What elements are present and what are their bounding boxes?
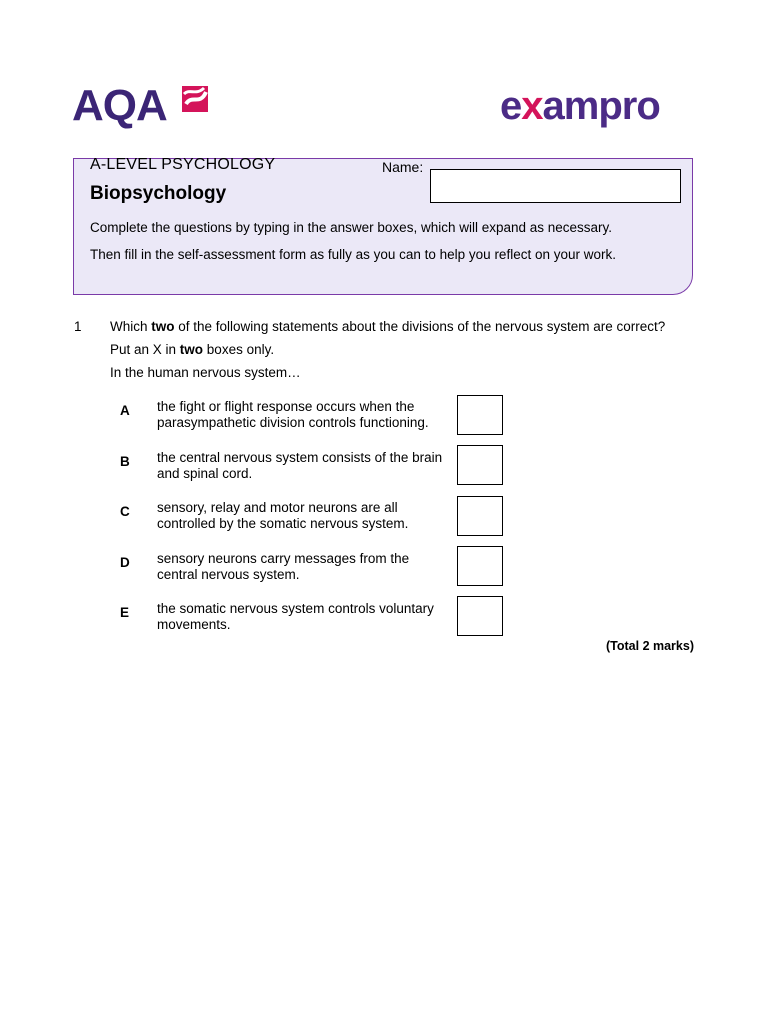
option-e-text: the somatic nervous system controls voluntary movements. bbox=[157, 601, 434, 632]
aqa-logo bbox=[72, 81, 212, 134]
name-input[interactable] bbox=[430, 169, 681, 203]
option-a-text: the fight or flight response occurs when the parasympathetic division controls functioning. bbox=[157, 399, 429, 430]
page-title: Biopsychology bbox=[90, 183, 227, 204]
option-a-checkbox[interactable] bbox=[457, 395, 503, 435]
option-d-checkbox[interactable] bbox=[457, 546, 503, 586]
exampro-logo bbox=[500, 86, 700, 134]
option-c-checkbox[interactable] bbox=[457, 496, 503, 536]
option-d-letter: D bbox=[120, 555, 130, 570]
option-e-letter: E bbox=[120, 605, 130, 620]
subject-label: A-LEVEL PSYCHOLOGY bbox=[90, 156, 276, 173]
option-d-text: sensory neurons carry messages from the central nervous system. bbox=[157, 551, 410, 582]
question-instruction: Put an X in two boxes only. bbox=[110, 342, 275, 357]
option-c-text: sensory, relay and motor neurons are all controlled by the somatic nervous system. bbox=[157, 500, 409, 531]
instruction-text-1: Complete the questions by typing in the answer boxes, which will expand as necessary. bbox=[90, 220, 613, 235]
option-b-letter: B bbox=[120, 454, 130, 469]
name-label: Name: bbox=[382, 159, 424, 175]
option-e-checkbox[interactable] bbox=[457, 596, 503, 636]
total-marks: (Total 2 marks) bbox=[606, 639, 694, 653]
instruction-text-2: Then fill in the self-assessment form as fully as you can to help you reflect on your work. bbox=[90, 247, 616, 262]
question-number: 1 bbox=[74, 319, 82, 334]
question-stem: In the human nervous system… bbox=[110, 365, 301, 380]
aqa-logo-text: AQA bbox=[72, 81, 167, 130]
question-prompt: Which two of the following statements about the divisions of the nervous system are correct? bbox=[110, 319, 666, 334]
option-a-letter: A bbox=[120, 403, 130, 418]
option-b-text: the central nervous system consists of the brain and spinal cord. bbox=[157, 450, 443, 481]
aqa-logo-mark-icon bbox=[180, 84, 210, 114]
option-b-checkbox[interactable] bbox=[457, 445, 503, 485]
exampro-logo-text: exampro bbox=[500, 84, 660, 128]
option-c-letter: C bbox=[120, 504, 130, 519]
